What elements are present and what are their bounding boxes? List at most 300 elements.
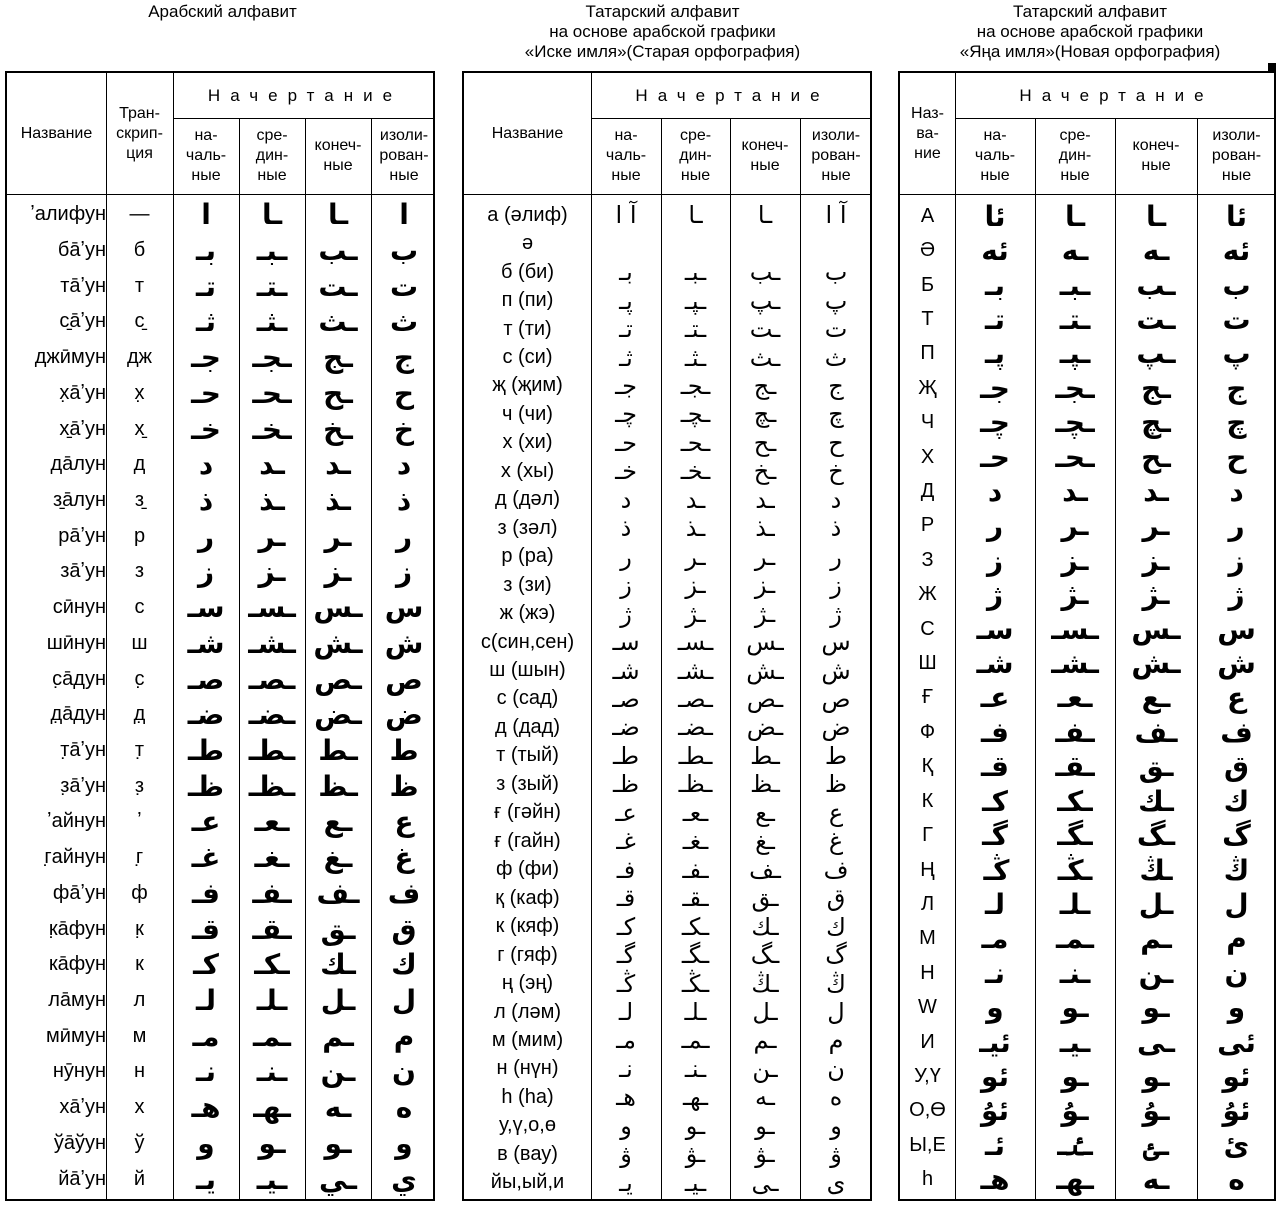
table-row xyxy=(900,681,1274,715)
letter-name: д (дад) xyxy=(494,715,560,738)
form-final: ـح xyxy=(753,428,777,457)
form-initial: فـ xyxy=(192,876,220,910)
form-isolated: ذ xyxy=(396,484,412,518)
letter-name: С xyxy=(920,617,935,640)
letter-name: h xyxy=(921,1168,934,1191)
form-final: ـك xyxy=(751,912,779,941)
letter-name: т (тый) xyxy=(496,744,559,767)
table-row xyxy=(900,371,1274,405)
form-isolated: و xyxy=(830,1111,842,1140)
form-initial: مـ xyxy=(192,1019,220,1053)
form-final: ـى xyxy=(751,1168,779,1197)
table-row xyxy=(900,509,1274,543)
form-final: ـع xyxy=(755,798,775,827)
form-initial: ضـ xyxy=(612,713,640,742)
table-row xyxy=(464,286,870,314)
form-initial: ذ xyxy=(620,514,632,543)
form-initial: جـ xyxy=(615,371,637,400)
table-row xyxy=(464,599,870,627)
table-row xyxy=(900,268,1274,302)
letter-name: лāмун xyxy=(48,989,106,1012)
table-row xyxy=(900,784,1274,818)
form-final: ـى xyxy=(1137,1025,1175,1059)
form-final: ـب xyxy=(1136,268,1176,302)
form-initial: قـ xyxy=(192,912,220,946)
form-medial: ـتـ xyxy=(256,269,288,303)
form-initial: هـ xyxy=(980,1163,1010,1197)
form-initial: سـ xyxy=(612,628,640,657)
form-medial: ـغـ xyxy=(254,841,290,875)
letter-name: х (хы) xyxy=(500,459,555,482)
form-initial: ئيـ xyxy=(979,1025,1011,1059)
form-initial: ا xyxy=(201,198,211,232)
table-row xyxy=(7,411,433,447)
table-row xyxy=(7,733,433,769)
form-final: ـث xyxy=(318,305,358,339)
table-row xyxy=(900,715,1274,749)
title-arabic-alphabet: Арабский алфавит xyxy=(148,2,297,21)
form-isolated: ط xyxy=(389,734,419,768)
form-final: ـغ xyxy=(323,841,353,875)
header-name: Наз- ва- ние xyxy=(911,104,944,162)
letter-name: кāфун xyxy=(48,953,106,976)
table-row xyxy=(900,750,1274,784)
letter-name: Җ xyxy=(918,376,937,399)
letter-name: д̣āдун xyxy=(50,703,106,726)
form-medial: ـنـ xyxy=(684,1054,707,1083)
form-isolated: ج xyxy=(393,341,415,375)
title-tatar-old: Татарский алфавит на основе арабской графики «Иске имля»(Старая орфография) xyxy=(524,2,801,61)
form-initial: د xyxy=(987,475,1003,508)
table-row xyxy=(7,1161,433,1197)
form-medial: ـمـ xyxy=(253,1019,291,1053)
form-isolated: ح xyxy=(1226,440,1247,474)
letter-name: х (хи) xyxy=(502,431,553,454)
form-medial: ـبـ xyxy=(1059,268,1091,302)
form-initial: لـ xyxy=(618,998,634,1027)
form-initial: ژ xyxy=(986,578,1004,612)
table-row xyxy=(7,518,433,554)
form-final: ـص xyxy=(314,662,362,696)
form-medial: ـشـ xyxy=(248,626,296,660)
letter-name: Ы,Е xyxy=(909,1133,946,1156)
table-row xyxy=(7,447,433,483)
letter-name: дāлун xyxy=(50,453,106,476)
letter-name: ғ (гайн) xyxy=(494,829,561,852)
table-row xyxy=(900,612,1274,646)
form-final: ـن xyxy=(320,1055,356,1089)
table-row xyxy=(464,1083,870,1111)
form-final: ـس xyxy=(746,628,784,657)
letter-name: ғ (гәйн) xyxy=(494,801,561,824)
form-medial: ـصـ xyxy=(248,662,296,696)
form-final: ـظ xyxy=(750,770,780,799)
form-medial: ـپـ xyxy=(1059,337,1091,371)
header-final: конеч- ные xyxy=(741,137,789,174)
form-initial: ئۇ xyxy=(980,1094,1010,1128)
table-row xyxy=(900,440,1274,474)
table-row xyxy=(7,1054,433,1090)
form-isolated: ف xyxy=(1220,715,1253,749)
table-row xyxy=(7,768,433,804)
form-isolated: ض xyxy=(385,698,423,732)
title-tatar-new: Татарский алфавит на основе арабской графики «Яңа имля»(Новая орфография) xyxy=(959,2,1221,61)
form-medial: ـو xyxy=(1061,1060,1089,1094)
form-isolated: ك xyxy=(826,912,846,941)
form-final: ـش xyxy=(313,626,363,660)
form-initial: بـ xyxy=(195,234,217,268)
letter-name: к (кяф) xyxy=(495,915,560,938)
letter-name: р (ра) xyxy=(501,545,554,568)
form-final: ـو xyxy=(1142,1060,1170,1094)
form-medial: ـا xyxy=(261,198,283,232)
form-isolated: ل xyxy=(391,984,417,1018)
letter-name: рāʼун xyxy=(58,524,106,547)
table-row xyxy=(464,1169,870,1197)
letter-name: т (ти) xyxy=(503,317,552,340)
form-medial: ـفـ xyxy=(252,876,292,910)
form-medial: ـشـ xyxy=(1051,647,1099,681)
header-name: Название xyxy=(20,124,93,142)
header-medial: сре- дин- ные xyxy=(255,127,289,184)
table-row xyxy=(7,340,433,376)
form-medial: ـضـ xyxy=(248,698,296,732)
form-final: ـت xyxy=(318,269,358,303)
table-row xyxy=(464,1140,870,1168)
table-row xyxy=(7,554,433,590)
letter-name: г̣айнун xyxy=(44,846,106,869)
form-final: ـد xyxy=(755,485,775,514)
form-isolated: ئى xyxy=(1217,1025,1256,1059)
letter-name: х̣āʼун xyxy=(59,381,106,404)
table-row xyxy=(464,884,870,912)
table-row xyxy=(464,1055,870,1083)
letter-name: Ж xyxy=(918,583,937,606)
form-initial: د xyxy=(198,448,214,482)
table-row xyxy=(900,818,1274,852)
table-row xyxy=(464,685,870,713)
form-isolated: چ xyxy=(1226,406,1247,440)
form-isolated: گ xyxy=(825,941,847,970)
form-final: ـض xyxy=(314,698,362,732)
form-medial: ـحـ xyxy=(252,376,292,410)
form-final: ـر xyxy=(324,519,352,553)
form-isolated: د xyxy=(396,448,412,482)
form-medial: ـگـ xyxy=(1057,819,1093,853)
table-tatar-old xyxy=(462,71,872,1201)
form-final: ـه xyxy=(324,1091,352,1125)
letter-name: с̱āʼун xyxy=(59,310,106,333)
table-row xyxy=(900,991,1274,1025)
table-row xyxy=(464,201,870,229)
form-medial: ـعـ xyxy=(682,798,709,827)
form-initial: جـ xyxy=(980,371,1010,405)
table-row xyxy=(7,233,433,269)
transcription: й xyxy=(133,1167,146,1190)
form-isolated xyxy=(800,229,872,257)
header-isolated: изоли- рован- ные xyxy=(379,127,429,184)
form-medial: ـثـ xyxy=(256,305,288,339)
form-isolated: ح xyxy=(393,376,415,410)
form-isolated: ن xyxy=(392,1055,416,1089)
form-final: ـت xyxy=(749,315,781,344)
transcription: м xyxy=(132,1024,147,1047)
header-style: Начертание xyxy=(1019,85,1214,105)
transcription: ʼ xyxy=(137,810,142,833)
form-final: ـپ xyxy=(749,286,781,315)
form-isolated: ن xyxy=(827,1054,845,1083)
form-isolated: ه xyxy=(829,1083,843,1112)
form-initial: عـ xyxy=(980,681,1010,715)
form-medial: ـهـ xyxy=(682,1083,709,1112)
transcription: т̣ xyxy=(134,739,145,762)
letter-name: в (вау) xyxy=(497,1142,558,1165)
form-isolated: ك xyxy=(391,948,417,982)
table-row xyxy=(7,1018,433,1054)
letter-name: а (әлиф) xyxy=(487,203,568,226)
letter-name: У,Ү xyxy=(914,1065,941,1088)
form-final: ـٸ xyxy=(1143,1128,1169,1162)
form-medial: ـد xyxy=(685,485,706,514)
form-isolated: ن xyxy=(1224,956,1249,990)
transcription: к xyxy=(135,953,144,976)
form-initial: ئا xyxy=(984,199,1006,233)
form-medial: ـحـ xyxy=(680,428,711,457)
form-medial: ـطـ xyxy=(678,741,713,770)
form-final: ـر xyxy=(754,542,776,571)
form-medial: ـسـ xyxy=(1051,612,1099,646)
table-row xyxy=(900,922,1274,956)
form-isolated: ك xyxy=(1223,784,1250,818)
letter-name: н (нүн) xyxy=(496,1057,559,1080)
form-initial: ڭـ xyxy=(616,969,636,998)
form-initial: قـ xyxy=(981,750,1009,784)
form-initial: ئـ xyxy=(984,1128,1006,1162)
transcription: з̱ xyxy=(134,489,145,512)
form-final: ـۇ xyxy=(1142,1094,1170,1128)
form-medial: ـر xyxy=(1061,509,1089,543)
form-medial: ـغـ xyxy=(682,827,709,856)
letter-name: йāʼун xyxy=(58,1167,106,1190)
table-row xyxy=(464,400,870,428)
form-final: ـڭ xyxy=(1139,853,1173,887)
form-final: ـل xyxy=(320,984,356,1018)
table-row xyxy=(900,578,1274,612)
table-row xyxy=(464,1112,870,1140)
form-final: ـز xyxy=(324,555,352,589)
form-medial: ـژ xyxy=(1061,578,1089,612)
table-row xyxy=(7,626,433,662)
letter-name: Н xyxy=(920,961,935,984)
form-final: ـم xyxy=(322,1019,354,1053)
letter-name: Ғ xyxy=(922,686,933,709)
form-medial: ـقـ xyxy=(1055,750,1095,784)
form-isolated: ل xyxy=(1224,887,1249,921)
table-row xyxy=(464,258,870,286)
form-medial: ـيـ xyxy=(1059,1025,1091,1059)
form-initial: پـ xyxy=(984,337,1006,371)
table-row xyxy=(7,483,433,519)
form-isolated: س xyxy=(1217,612,1256,646)
table-tatar-new xyxy=(898,71,1276,1201)
form-initial: گـ xyxy=(616,941,636,970)
form-final: ـي xyxy=(319,1162,357,1196)
form-medial: ـز xyxy=(685,571,706,600)
form-isolated: آ ا xyxy=(825,201,847,230)
form-isolated: ت xyxy=(824,315,848,344)
form-final: ـق xyxy=(1138,750,1174,784)
form-isolated: ز xyxy=(830,571,842,600)
transcription: — xyxy=(129,203,150,226)
table-row xyxy=(7,876,433,912)
form-final: ـۋ xyxy=(755,1140,775,1169)
form-final: ـج xyxy=(753,371,777,400)
form-initial: ضـ xyxy=(187,698,225,732)
letter-name: нӯнун xyxy=(52,1060,106,1083)
form-medial: ـيـ xyxy=(256,1162,288,1196)
form-medial: ـپـ xyxy=(684,286,707,315)
transcription: к̣ xyxy=(135,917,144,940)
form-initial: حـ xyxy=(980,440,1010,474)
form-isolated: م xyxy=(393,1019,415,1053)
letter-name: ф (фи) xyxy=(496,858,559,881)
form-initial: حـ xyxy=(615,428,637,457)
form-final: ـا xyxy=(327,198,349,232)
letter-name: җ (җим) xyxy=(492,374,563,397)
form-initial: طـ xyxy=(612,741,640,770)
form-isolated: س xyxy=(384,591,424,625)
form-initial: نـ xyxy=(619,1054,633,1083)
form-isolated: ذ xyxy=(830,514,842,543)
form-initial: ز xyxy=(197,555,215,589)
transcription: х̣ xyxy=(134,381,145,404)
form-final: ـژ xyxy=(1142,578,1170,612)
form-isolated: خ xyxy=(828,457,844,486)
form-isolated: ف xyxy=(823,855,849,884)
form-initial xyxy=(591,229,661,257)
form-isolated: ح xyxy=(828,428,844,457)
form-initial: تـ xyxy=(195,269,217,303)
letter-name: К xyxy=(921,789,934,812)
form-initial: طـ xyxy=(188,734,224,768)
table-row xyxy=(464,457,870,485)
form-medial: ـهـ xyxy=(253,1091,291,1125)
letter-name: х̱āʼун xyxy=(59,417,106,440)
form-initial: خـ xyxy=(615,457,637,486)
table-row xyxy=(7,590,433,626)
form-final: ـل xyxy=(752,998,778,1027)
form-final: ـض xyxy=(746,713,784,742)
form-isolated: ش xyxy=(821,656,851,685)
table-row xyxy=(7,661,433,697)
table-row xyxy=(464,571,870,599)
form-medial: ـقـ xyxy=(682,884,709,913)
letter-name: з (зи) xyxy=(503,573,552,596)
form-initial: حـ xyxy=(191,376,221,410)
form-medial: ـكـ xyxy=(254,948,290,982)
form-initial: لـ xyxy=(984,887,1006,921)
letter-name: з̣āʼун xyxy=(60,774,106,797)
form-medial: ـلـ xyxy=(256,984,288,1018)
form-isolated: ط xyxy=(824,741,848,770)
table-row xyxy=(900,337,1274,371)
form-final: ـژ xyxy=(754,599,776,628)
header-style: Начертание xyxy=(207,85,403,105)
form-isolated: ق xyxy=(826,884,846,913)
letter-name: А xyxy=(920,204,935,227)
letter-name: у,ү,о,ө xyxy=(499,1114,556,1137)
form-initial: كـ xyxy=(193,948,219,982)
form-medial: ـر xyxy=(258,519,286,553)
form-isolated: م xyxy=(828,1026,844,1055)
table-row xyxy=(464,827,870,855)
letter-name: м (мим) xyxy=(491,1028,564,1051)
form-isolated: ي xyxy=(391,1162,417,1196)
form-medial: ـجـ xyxy=(680,371,711,400)
letter-name: д (дәл) xyxy=(494,488,560,511)
form-initial: ثـ xyxy=(619,343,633,372)
form-final: ـذ xyxy=(755,514,775,543)
form-initial: ر xyxy=(197,519,215,553)
letter-name: йы,ый,и xyxy=(490,1171,565,1194)
letter-name: з (зәл) xyxy=(497,516,558,539)
form-initial: ذ xyxy=(198,484,214,518)
table-row xyxy=(900,1128,1274,1162)
form-initial: كـ xyxy=(982,784,1008,818)
form-final: ـس xyxy=(1131,612,1181,646)
form-initial: ۋ xyxy=(620,1140,632,1169)
table-row xyxy=(464,628,870,656)
form-medial: ـلـ xyxy=(684,998,707,1027)
form-medial: ـضـ xyxy=(678,713,713,742)
letter-name: ж (жэ) xyxy=(499,602,556,625)
form-initial: عـ xyxy=(191,805,221,839)
form-final: ـف xyxy=(316,876,360,910)
form-final: ـف xyxy=(749,855,781,884)
form-final: ـو xyxy=(755,1111,775,1140)
form-initial: چـ xyxy=(980,406,1010,440)
table-row xyxy=(464,998,870,1026)
form-initial: ر xyxy=(620,542,632,571)
letter-name: ч (чи) xyxy=(502,402,553,425)
form-isolated: ج xyxy=(828,371,844,400)
table-row xyxy=(900,646,1274,680)
letter-name: Р xyxy=(920,514,935,537)
form-medial: ـز xyxy=(1061,543,1089,577)
form-isolated: ۋ xyxy=(830,1140,842,1169)
letter-name: с (сад) xyxy=(496,687,559,710)
form-isolated: ئا xyxy=(1225,199,1248,233)
form-isolated: ڭ xyxy=(826,969,846,998)
header-medial: сре- дин- ные xyxy=(679,127,712,184)
form-final: ـن xyxy=(1138,956,1174,990)
form-initial: ظـ xyxy=(188,769,224,803)
form-isolated: ه xyxy=(395,1091,413,1125)
letter-name: Ч xyxy=(920,411,935,434)
form-medial: ـمـ xyxy=(681,1026,710,1055)
form-initial: ڭـ xyxy=(983,853,1007,887)
form-medial: ـفـ xyxy=(682,855,709,884)
form-final: ـح xyxy=(1141,440,1171,474)
form-isolated: ق xyxy=(1223,750,1250,784)
form-medial: ـقـ xyxy=(252,912,292,946)
form-final: ـن xyxy=(752,1054,778,1083)
form-isolated: ش xyxy=(384,626,424,660)
form-initial: شـ xyxy=(976,647,1014,681)
form-isolated: غ xyxy=(394,841,414,875)
form-medial: ـڭـ xyxy=(681,969,710,998)
form-isolated: ش xyxy=(1217,647,1256,681)
